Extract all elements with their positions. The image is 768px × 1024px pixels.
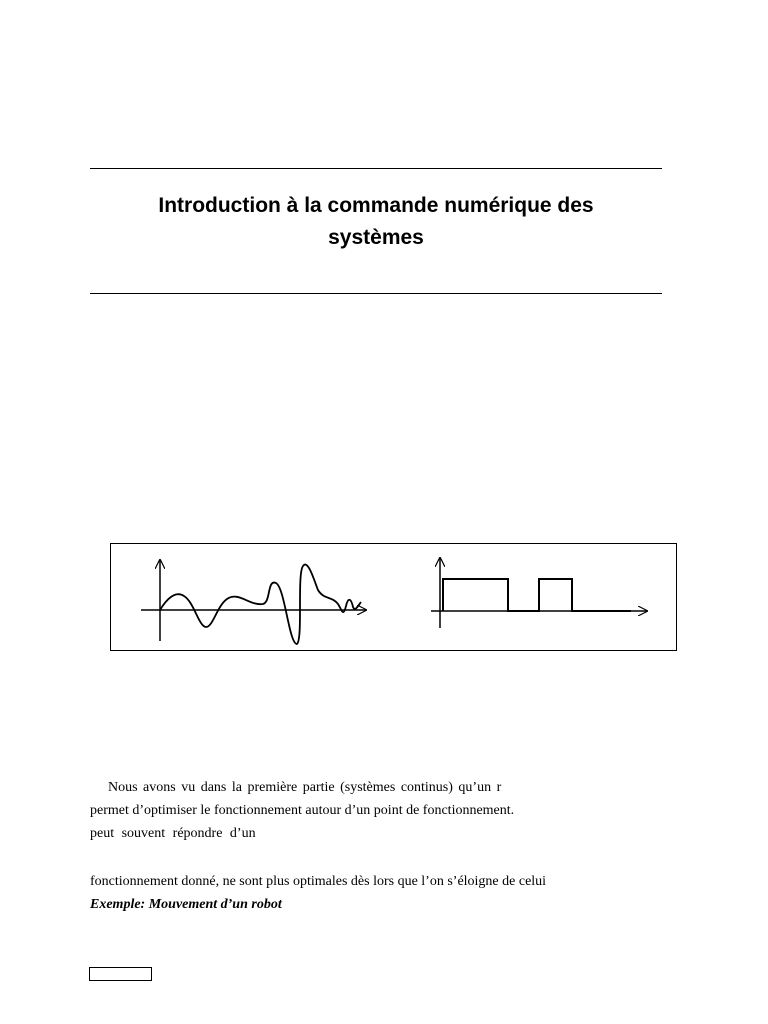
- continuous-signal-plot: [141, 560, 366, 644]
- body-line-2: permet d’optimiser le fonctionnement autour d’un point de fonctionnement.: [90, 803, 515, 818]
- body-line-1: Nous avons vu dans la première partie (systèmes continus) qu’un r: [108, 780, 502, 795]
- title-line-1: Introduction à la commande numérique des: [158, 194, 594, 217]
- body-line-4: fonctionnement donné, ne sont plus optimales dès lors que l’on s’éloigne de celui: [90, 874, 547, 889]
- example-heading: Exemple: Mouvement d’un robot: [90, 897, 282, 912]
- page-title: [90, 190, 662, 254]
- title-line-2: systèmes: [328, 226, 424, 249]
- title-bottom-rule: [90, 293, 662, 294]
- sampled-pulse-signal-plot: [431, 558, 647, 628]
- signal-figure: [110, 543, 677, 651]
- continuous-waveform: [160, 565, 361, 644]
- title-top-rule: [90, 168, 662, 169]
- pulse-waveform: [443, 579, 631, 611]
- footnote-box: [89, 967, 152, 981]
- signal-figure-drawing: [111, 544, 678, 652]
- body-line-3: peut souvent répondre d’un: [90, 826, 256, 841]
